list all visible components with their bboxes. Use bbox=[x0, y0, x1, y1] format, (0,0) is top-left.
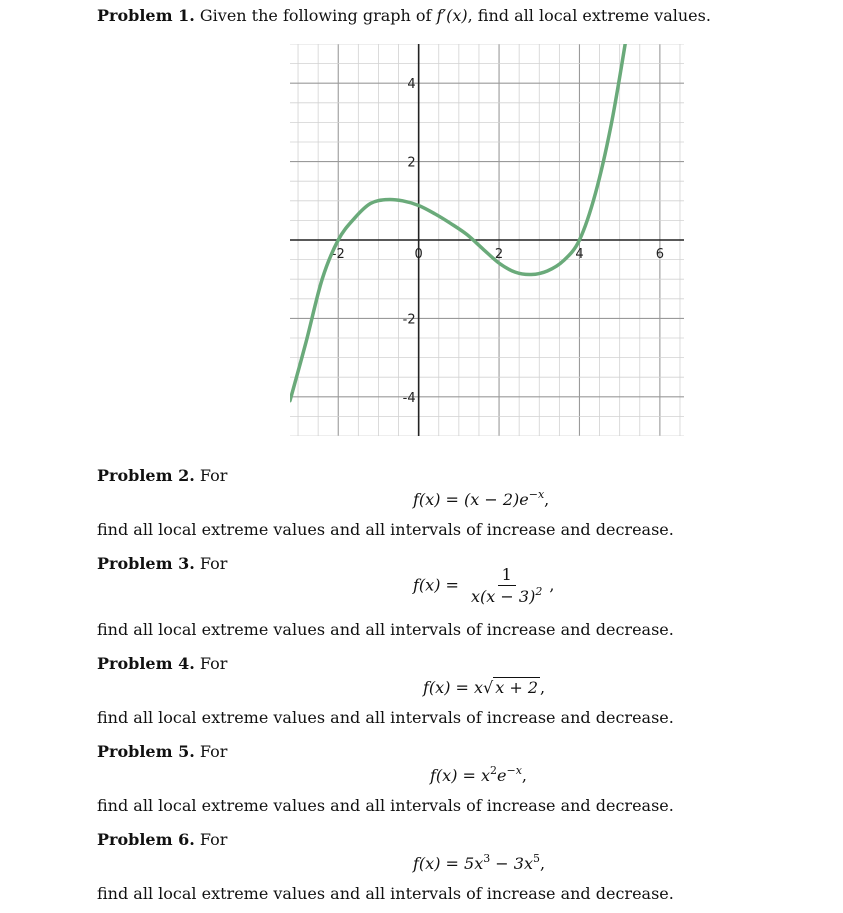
formula-p2 bbox=[413, 490, 549, 509]
problem-text: For bbox=[199, 742, 228, 761]
formula-lhs: f(x) = x bbox=[423, 678, 484, 697]
formula-lhs: f(x) = x bbox=[430, 766, 491, 785]
formula-p5 bbox=[430, 766, 527, 785]
denominator-exponent: 2 bbox=[535, 585, 543, 598]
y-tick-label: 2 bbox=[407, 155, 416, 171]
radical-sign: √ bbox=[483, 678, 494, 697]
fraction-denominator bbox=[467, 586, 546, 606]
formula-p6 bbox=[413, 854, 545, 873]
formula-end: , bbox=[544, 490, 550, 509]
formula-end: , bbox=[540, 678, 546, 697]
derivative-curve bbox=[290, 44, 636, 401]
problem-label: Problem 4. bbox=[97, 654, 195, 673]
problem-1-statement bbox=[97, 6, 711, 26]
problem-label: Problem 2. bbox=[97, 466, 195, 485]
x-tick-label: -2 bbox=[331, 247, 345, 262]
derivative-graph bbox=[290, 44, 684, 436]
problem-label: Problem 5. bbox=[97, 742, 195, 761]
x-tick-label: 6 bbox=[655, 247, 665, 262]
formula-end: , bbox=[549, 575, 555, 595]
formula-lhs: f(x) = (x − 2)e bbox=[413, 490, 529, 509]
y-tick-label: -2 bbox=[402, 312, 416, 328]
problem-4-followup: find all local extreme values and all intervals of increase and decrease. bbox=[97, 708, 674, 727]
y-tick-label: -4 bbox=[402, 390, 416, 406]
tick-labels bbox=[332, 77, 664, 406]
x-tick-label: 2 bbox=[494, 247, 504, 262]
formula-end: , bbox=[521, 766, 528, 785]
problem-3-statement bbox=[97, 554, 227, 574]
formula-mid: e bbox=[497, 766, 507, 785]
formula-p4 bbox=[423, 678, 545, 697]
problem-2-statement bbox=[97, 466, 227, 486]
formula-exponent-2: −x bbox=[506, 764, 522, 777]
problem-text: For bbox=[199, 466, 228, 485]
problem-label: Problem 6. bbox=[97, 830, 195, 849]
problem-text: Given the following graph of bbox=[199, 6, 432, 25]
formula-exponent: −x bbox=[528, 488, 545, 501]
problem-text-tail: , find all local extreme values. bbox=[467, 6, 711, 25]
formula-exponent-1: 3 bbox=[483, 852, 491, 865]
problem-6-followup: find all local extreme values and all intervals of increase and decrease. bbox=[97, 884, 674, 903]
problem-text: For bbox=[199, 554, 228, 573]
x-tick-label: 0 bbox=[414, 247, 423, 262]
y-tick-label: 4 bbox=[407, 77, 416, 93]
problem-2-followup: find all local extreme values and all intervals of increase and decrease. bbox=[97, 520, 674, 539]
formula-mid: − 3x bbox=[490, 854, 533, 873]
problem-5-followup: find all local extreme values and all intervals of increase and decrease. bbox=[97, 796, 674, 815]
fraction bbox=[467, 566, 546, 606]
denominator-base: x(x − 3) bbox=[471, 587, 536, 606]
problem-4-statement bbox=[97, 654, 227, 674]
formula-lhs: f(x) = bbox=[413, 575, 459, 595]
problem-text: For bbox=[199, 830, 228, 849]
fraction-numerator: 1 bbox=[498, 566, 516, 586]
derivative-symbol: f′(x) bbox=[436, 6, 468, 25]
problem-5-statement bbox=[97, 742, 227, 762]
problem-label: Problem 3. bbox=[97, 554, 195, 573]
problem-text: For bbox=[199, 654, 228, 673]
formula-p3 bbox=[413, 566, 554, 606]
radicand: x + 2 bbox=[495, 678, 539, 697]
problem-3-followup: find all local extreme values and all intervals of increase and decrease. bbox=[97, 620, 674, 639]
problem-label: Problem 1. bbox=[97, 6, 195, 25]
formula-exponent-1: 2 bbox=[490, 764, 498, 777]
problem-6-statement bbox=[97, 830, 227, 850]
formula-end: , bbox=[540, 854, 546, 873]
formula-exponent-2: 5 bbox=[533, 852, 540, 865]
formula-lhs: f(x) = 5x bbox=[413, 854, 484, 873]
x-tick-label: 4 bbox=[575, 247, 584, 262]
